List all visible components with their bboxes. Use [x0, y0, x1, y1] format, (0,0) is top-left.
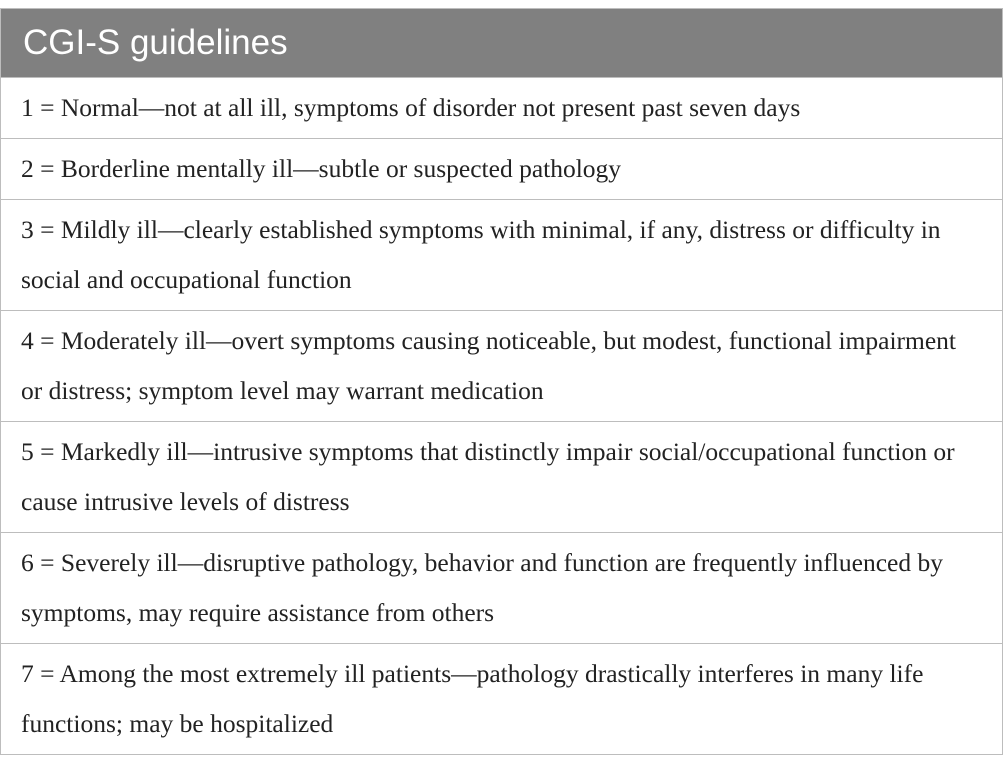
table-row-5: 5 = Markedly ill—intrusive symptoms that distinctly impair social/occupational function or cause intrusive levels of distress: [1, 421, 1002, 532]
table-row-2: 2 = Borderline mentally ill—subtle or suspected pathology: [1, 138, 1002, 199]
table-row-1: 1 = Normal—not at all ill, symptoms of disorder not present past seven days: [1, 77, 1002, 138]
table-row-3: 3 = Mildly ill—clearly established symptoms with minimal, if any, distress or difficulty in social and occupational function: [1, 199, 1002, 310]
cgi-s-guidelines-table: [0, 8, 1003, 755]
table-title: CGI-S guidelines: [1, 9, 1002, 77]
table-row-6: 6 = Severely ill—disruptive pathology, behavior and function are frequently influenced by symptoms, may require assistance from others: [1, 532, 1002, 643]
table-row-4: 4 = Moderately ill—overt symptoms causing noticeable, but modest, functional impairment or distress; symptom level may warrant medication: [1, 310, 1002, 421]
table-row-7: 7 = Among the most extremely ill patients—pathology drastically interferes in many life functions; may be hospitalized: [1, 643, 1002, 754]
